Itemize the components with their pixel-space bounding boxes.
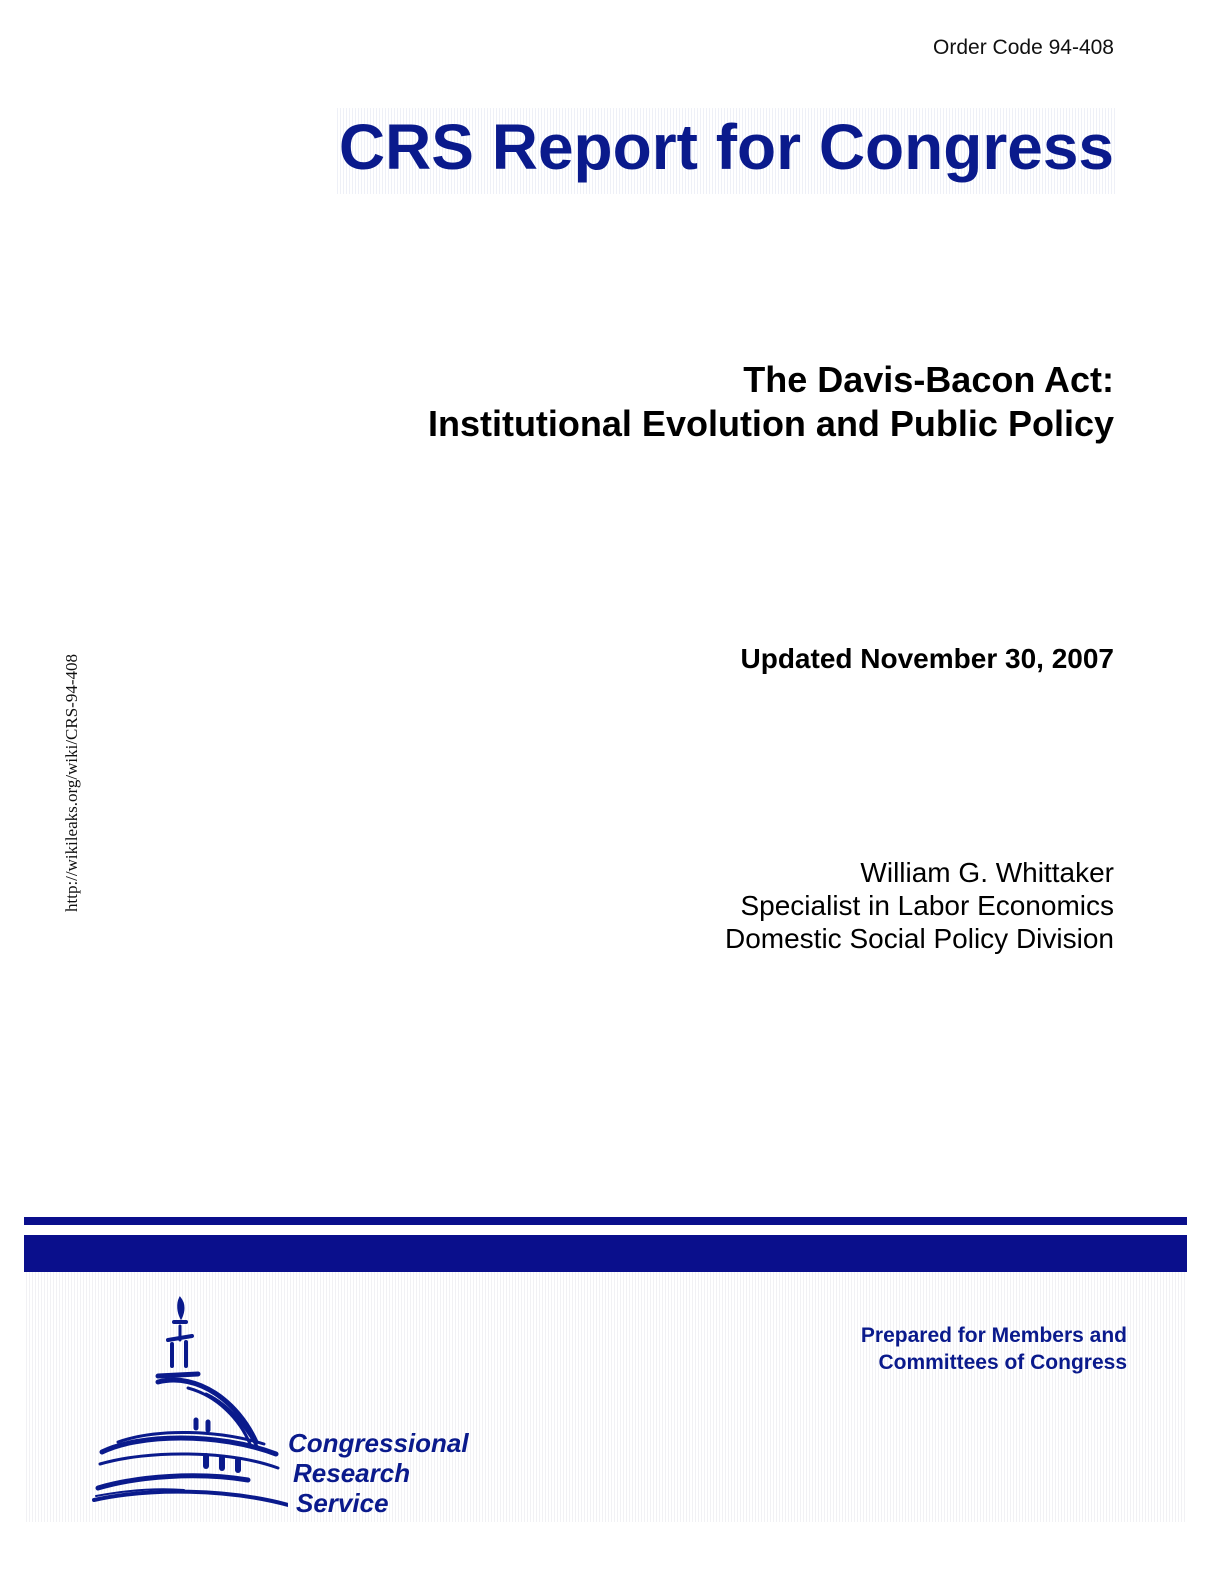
side-watermark-url: http://wikileaks.org/wiki/CRS-94-408 xyxy=(62,654,81,912)
capitol-dome-icon xyxy=(88,1292,288,1524)
report-title xyxy=(428,358,1114,446)
crs-name-line-3: Service xyxy=(296,1488,389,1518)
author-block xyxy=(725,856,1114,955)
report-title-line-1: The Davis-Bacon Act: xyxy=(743,359,1114,400)
prepared-for-text xyxy=(861,1322,1127,1376)
crs-name-line-1: Congressional xyxy=(288,1428,469,1458)
report-title-line-2: Institutional Evolution and Public Policy xyxy=(427,403,1114,444)
footer-rule-thick xyxy=(24,1235,1187,1272)
prepared-line-1: Prepared for Members and xyxy=(860,1324,1127,1347)
author-division: Domestic Social Policy Division xyxy=(724,923,1114,954)
footer-rule-thin xyxy=(24,1217,1187,1225)
crs-name-line-2: Research xyxy=(293,1458,411,1488)
updated-date: Updated November 30, 2007 xyxy=(740,643,1114,674)
order-code: Order Code 94-408 xyxy=(933,36,1114,59)
prepared-line-2: Committees of Congress xyxy=(878,1351,1127,1374)
crs-organization-name xyxy=(288,1428,469,1518)
author-name: William G. Whittaker xyxy=(860,857,1114,888)
crs-report-title: CRS Report for Congress xyxy=(338,111,1114,183)
author-position: Specialist in Labor Economics xyxy=(740,890,1114,921)
